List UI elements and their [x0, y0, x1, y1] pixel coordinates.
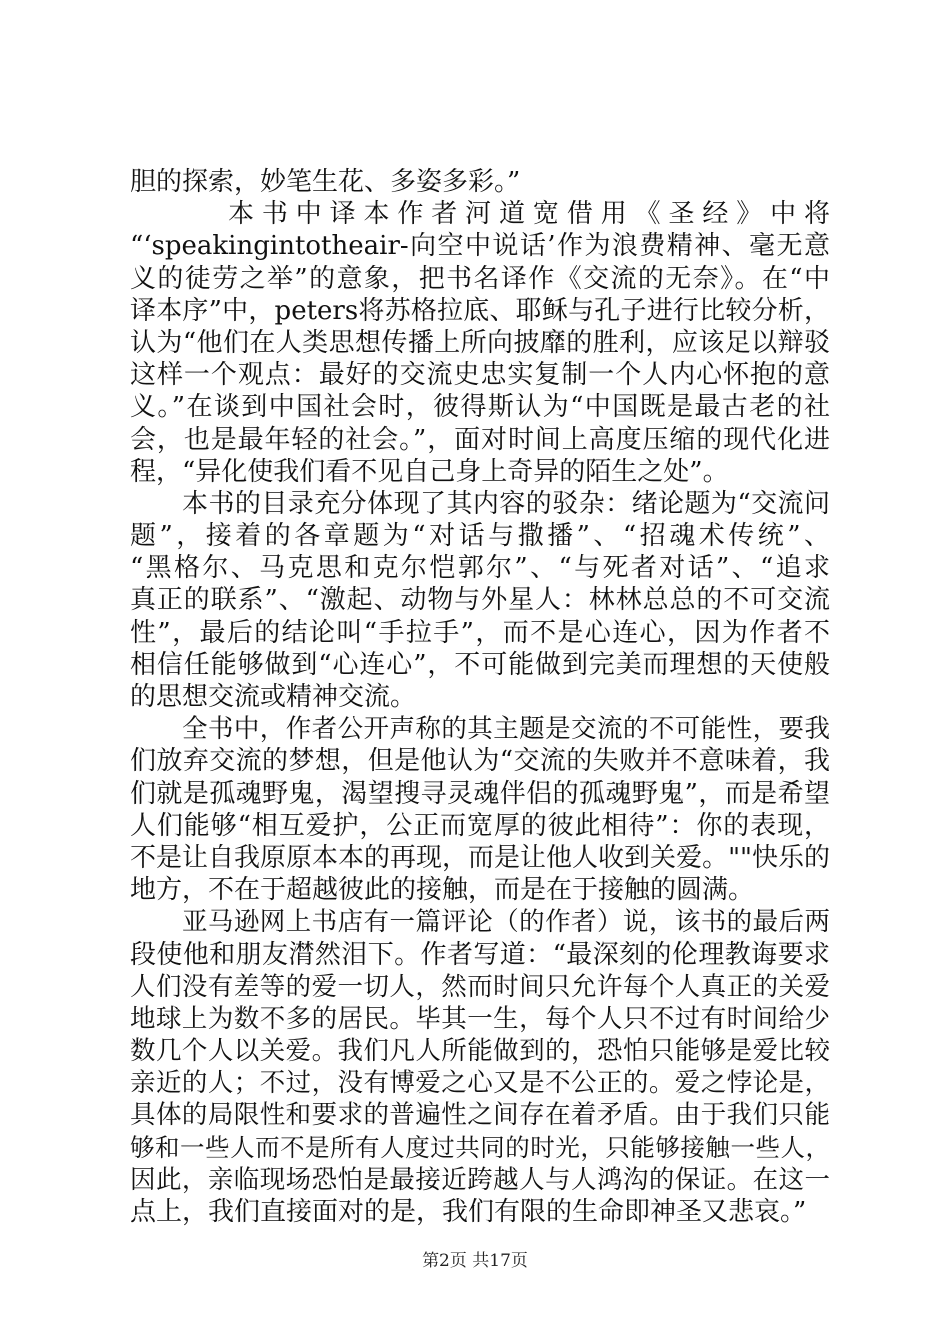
text-line: 这样一个观点：最好的交流史忠实复制一个人内心怀抱的意: [130, 360, 830, 391]
text-line: 们就是孤魂野鬼，渴望搜寻灵魂伴侣的孤魂野鬼”，而是希望: [130, 778, 830, 809]
text-line: 性”，最后的结论叫“手拉手”，而不是心连心，因为作者不: [130, 617, 830, 648]
text-line: 译本序”中，peters将苏格拉底、耶稣与孔子进行比较分析，: [130, 295, 830, 326]
text-line: 义。”在谈到中国社会时，彼得斯认为“中国既是最古老的社: [130, 392, 830, 423]
text-line: 点上，我们直接面对的是，我们有限的生命即神圣又悲哀。”: [130, 1197, 807, 1227]
text-line: 义的徒劳之举”的意象，把书名译作《交流的无奈》。在“中: [130, 263, 830, 294]
text-line: 亲近的人；不过，没有博爱之心又是不公正的。爱之悖论是，: [130, 1068, 830, 1099]
text-line: 全书中，作者公开声称的其主题是交流的不可能性，要我: [182, 714, 830, 745]
text-line: 认为“他们在人类思想传播上所向披靡的胜利，应该足以辩驳: [130, 327, 830, 358]
text-line: 本书中译本作者河道宽借用《圣经》中将: [228, 199, 830, 230]
text-line: 们放弃交流的梦想，但是他认为“交流的失败并不意味着，我: [130, 746, 830, 777]
text-line: 不是让自我原原本本的再现，而是让他人收到关爱。""快乐的: [130, 842, 830, 873]
text-line: 真正的联系”、“激起、动物与外星人：林林总总的不可交流: [130, 585, 830, 616]
page-number-label: 第2页 共17页: [422, 1251, 528, 1271]
document-body: [130, 166, 830, 1228]
text-line: 程，“异化使我们看不见自己身上奇异的陌生之处”。: [130, 456, 729, 487]
text-line: “‘speakingintotheair-向空中说话’作为浪费精神、毫无意: [130, 231, 830, 262]
page-number-footer: [0, 1246, 950, 1271]
text-line: 因此，亲临现场恐怕是最接近跨越人与人鸿沟的保证。在这一: [130, 1164, 830, 1195]
text-line: 人们没有差等的爱一切人，然而时间只允许每个人真正的关爱: [130, 971, 830, 1002]
text-line: 段使他和朋友潸然泪下。作者写道：“最深刻的伦理教诲要求: [130, 939, 830, 970]
text-line: 具体的局限性和要求的普遍性之间存在着矛盾。由于我们只能: [130, 1100, 830, 1131]
text-line: 亚马逊网上书店有一篇评论（的作者）说，该书的最后两: [182, 907, 830, 938]
text-line: 够和一些人而不是所有人度过共同的时光，只能够接触一些人，: [130, 1132, 830, 1162]
text-line: 相信任能够做到“心连心”，不可能做到完美而理想的天使般: [130, 649, 830, 680]
text-line: 地方，不在于超越彼此的接触，而是在于接触的圆满。: [130, 875, 755, 906]
text-line: 数几个人以关爱。我们凡人所能做到的，恐怕只能够是爱比较: [130, 1036, 830, 1067]
text-line: 胆的探索，妙笔生花、多姿多彩。”: [130, 167, 521, 197]
text-line: 地球上为数不多的居民。毕其一生，每个人只不过有时间给少: [130, 1003, 830, 1034]
text-line: 题”，接着的各章题为“对话与撒播”、“招魂术传统”、: [130, 521, 830, 552]
text-line: 本书的目录充分体现了其内容的驳杂：绪论题为“交流问: [182, 488, 830, 519]
text-line: “黑格尔、马克思和克尔恺郭尔”、“与死者对话”、“追求: [130, 553, 830, 584]
text-line: 的思想交流或精神交流。: [130, 682, 417, 712]
text-line: 会，也是最年轻的社会。”，面对时间上高度压缩的现代化进: [130, 424, 830, 455]
text-line: 人们能够“相互爱护，公正而宽厚的彼此相待”：你的表现，: [130, 810, 830, 841]
